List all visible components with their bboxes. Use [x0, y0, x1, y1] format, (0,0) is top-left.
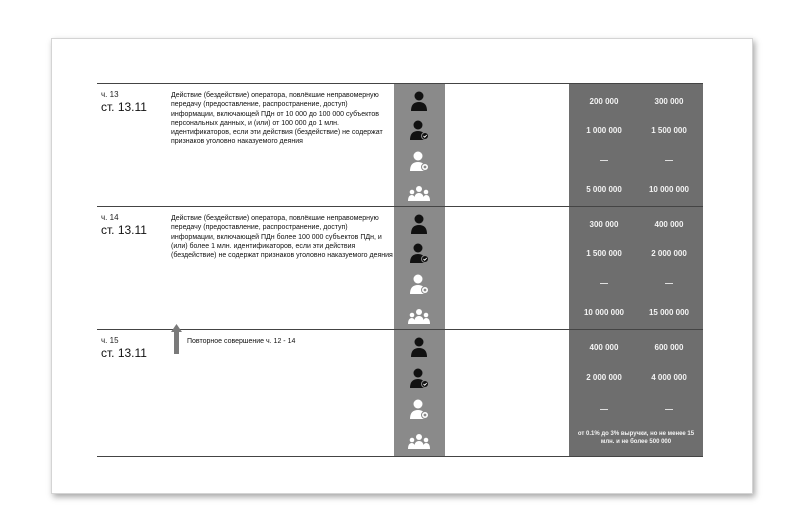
fine-max: 15 000 000 — [648, 308, 690, 317]
arrow-up-icon — [171, 324, 182, 354]
subject-icons-column — [394, 207, 445, 329]
person-icon — [408, 336, 430, 358]
fine-max: 4 000 000 — [651, 373, 687, 382]
fine-max: 10 000 000 — [648, 185, 690, 194]
violation-description: Действие (бездействие) оператора, повлёкшие неправомерную передачу (предоставление, распространение, доступ) информации, включающей ПДн от 10 000 до 100 000 субъектов персональных данных, и (или) от 100 000 до 1 млн. идентификаторов, если эти действия (бездействие) не содержат признаков уголовно наказуемого деяния — [171, 92, 383, 146]
official-icon — [408, 367, 430, 389]
article-number: ст. 13.11 — [101, 346, 147, 360]
fine-max: 600 000 — [654, 343, 684, 352]
fine-min: 5 000 000 — [586, 185, 622, 194]
document-page — [51, 38, 753, 494]
fine-max: 2 000 000 — [651, 249, 687, 258]
fines-column — [569, 84, 703, 206]
fine-max: — — [665, 405, 673, 414]
article-cell — [101, 336, 169, 360]
table-row — [97, 83, 703, 206]
legal-entity-icon — [408, 304, 430, 326]
fine-min: — — [600, 156, 608, 165]
entrepreneur-icon — [408, 398, 430, 420]
article-cell — [101, 213, 169, 237]
entrepreneur-icon — [408, 273, 430, 295]
blank-column — [445, 207, 569, 329]
blank-column — [445, 84, 569, 206]
fine-max: 1 500 000 — [651, 126, 687, 135]
table-row — [97, 329, 703, 457]
fine-max: 400 000 — [654, 220, 684, 229]
article-cell — [101, 90, 169, 114]
article-part: ч. 15 — [101, 336, 119, 345]
subject-icons-column — [394, 84, 445, 206]
fine-max: — — [665, 156, 673, 165]
fines-column — [569, 330, 703, 456]
legal-entity-icon — [408, 429, 430, 451]
violation-description: Повторное совершение ч. 12 - 14 — [187, 338, 296, 345]
fine-turnover-note: от 0.1% до 3% выручки, но не менее 15 млн. и не более 500 000 — [577, 431, 695, 445]
fines-table — [97, 83, 703, 457]
violation-description: Действие (бездействие) оператора, повлёкшие неправомерную передачу (предоставление, распространение, доступ) информации, включающей ПДн более 100 000 субъектов ПДн, и (или) более 1 млн. идентификаторов, если эти действия (бездействие) не содержат признаков уголовно наказуемого деяния — [171, 215, 393, 260]
article-number: ст. 13.11 — [101, 100, 147, 114]
fine-max: — — [665, 279, 673, 288]
fine-min: 1 000 000 — [586, 126, 622, 135]
fine-min: — — [600, 279, 608, 288]
fines-column — [569, 207, 703, 329]
article-part: ч. 14 — [101, 213, 119, 222]
fine-min: 400 000 — [589, 343, 619, 352]
official-icon — [408, 119, 430, 141]
legal-entity-icon — [408, 181, 430, 203]
person-icon — [408, 90, 430, 112]
official-icon — [408, 242, 430, 264]
entrepreneur-icon — [408, 150, 430, 172]
table-row — [97, 206, 703, 329]
fine-min: — — [600, 405, 608, 414]
fine-min: 10 000 000 — [583, 308, 625, 317]
article-part: ч. 13 — [101, 90, 119, 99]
fine-min: 200 000 — [589, 97, 619, 106]
fine-min: 1 500 000 — [586, 249, 622, 258]
fine-max: 300 000 — [654, 97, 684, 106]
subject-icons-column — [394, 330, 445, 456]
fine-min: 2 000 000 — [586, 373, 622, 382]
person-icon — [408, 213, 430, 235]
fine-min: 300 000 — [589, 220, 619, 229]
article-number: ст. 13.11 — [101, 223, 147, 237]
blank-column — [445, 330, 569, 456]
